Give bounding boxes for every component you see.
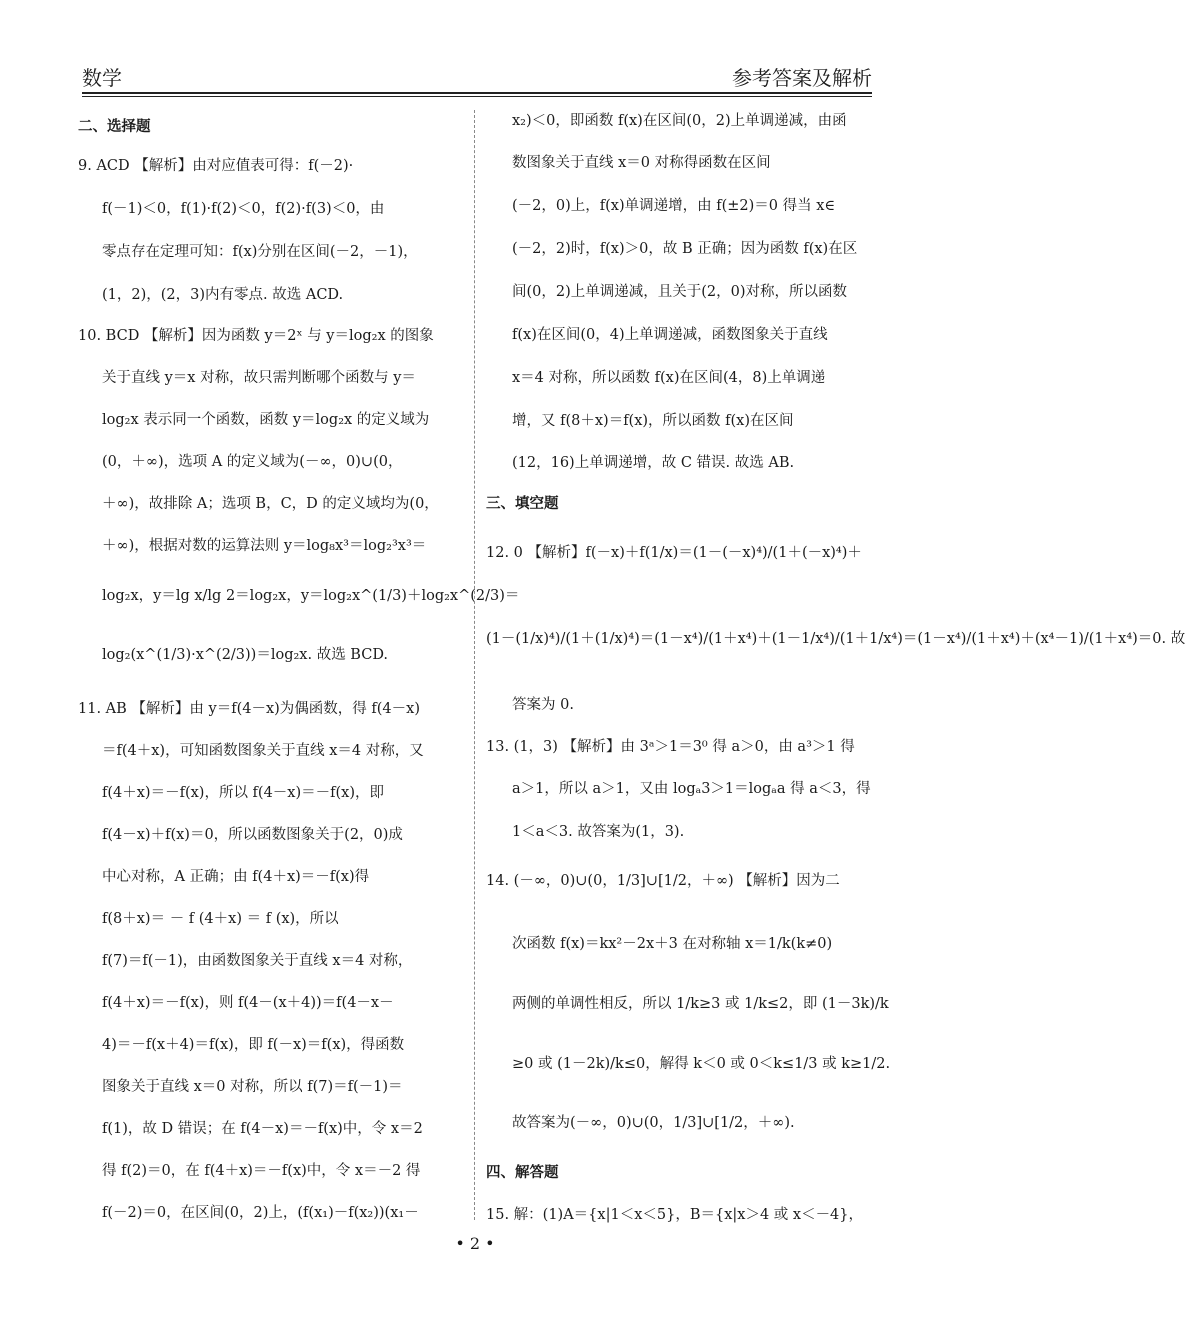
right-text-line: (－2，2)时，f(x)＞0，故 B 正确；因为函数 f(x)在区 [512,241,858,257]
left-text-line: ＝f(4＋x)，可知函数图象关于直线 x＝4 对称，又 [102,743,424,759]
header-title: 参考答案及解析 [732,66,872,90]
left-text-line: 图象关于直线 x＝0 对称，所以 f(7)＝f(－1)＝ [102,1079,403,1095]
right-text-line: 间(0，2)上单调递减，且关于(2，0)对称，所以函数 [512,284,848,300]
left-text-line: log₂x，y＝lg x/lg 2＝log₂x，y＝log₂x^(1/3)＋log₂x^(2/3)＝ [102,588,520,604]
right-text-line: 次函数 f(x)＝kx²－2x＋3 在对称轴 x＝1/k(k≠0) [512,936,833,952]
right-text-line: (－2，0)上，f(x)单调递增，由 f(±2)＝0 得当 x∈ [512,198,836,214]
column-divider [474,110,475,1220]
left-text-line: f(4＋x)＝－f(x)，所以 f(4－x)＝－f(x)，即 [102,785,384,801]
page-header [82,60,872,90]
header-rule-thick [82,92,872,94]
right-text-line: 数图象关于直线 x＝0 对称得函数在区间 [512,155,771,171]
right-text-line: 故答案为(－∞，0)∪(0，1/3]∪[1/2，＋∞). [512,1115,795,1131]
left-text-line: f(8＋x)＝ － f (4＋x) ＝ f (x)，所以 [102,911,339,927]
right-text-line: 增，又 f(8＋x)＝f(x)，所以函数 f(x)在区间 [512,413,794,429]
left-text-line: log₂(x^(1/3)·x^(2/3))＝log₂x. 故选 BCD. [102,647,389,663]
right-text-line: 四、解答题 [486,1164,559,1181]
left-text-line: f(4－x)＋f(x)＝0，所以函数图象关于(2，0)成 [102,827,403,843]
right-text-line: 三、填空题 [486,495,559,512]
right-text-line: x₂)＜0，即函数 f(x)在区间(0，2)上单调递减，由函 [512,113,847,129]
header-rule-thin [82,96,872,97]
left-text-line: 零点存在定理可知：f(x)分别在区间(－2，－1)， [102,244,418,260]
right-text-line: (1－(1/x)⁴)/(1＋(1/x)⁴)＝(1－x⁴)/(1＋x⁴)＋(1－1/x⁴)/(1＋1/x⁴)＝(1－x⁴)/(1＋x⁴)＋(x⁴－1)/(1＋x⁴)＝0. 故 [486,631,1185,647]
right-text-line: 两侧的单调性相反，所以 1/k≥3 或 1/k≤2，即 (1－3k)/k [512,996,889,1012]
left-text-line: 得 f(2)＝0，在 f(4＋x)＝－f(x)中，令 x＝－2 得 [102,1163,421,1179]
right-text-line: ≥0 或 (1－2k)/k≤0，解得 k＜0 或 0＜k≤1/3 或 k≥1/2. [512,1056,891,1072]
right-text-line: 1＜a＜3. 故答案为(1，3). [512,824,685,840]
page-number: • 2 • [455,1234,495,1253]
right-text-line: x＝4 对称，所以函数 f(x)在区间(4，8)上单调递 [512,370,826,386]
left-text-line: (0，＋∞)，选项 A 的定义域为(－∞，0)∪(0， [102,454,403,470]
right-text-line: 答案为 0. [512,697,574,713]
left-text-line: 10. BCD 【解析】因为函数 y＝2ˣ 与 y＝log₂x 的图象 [78,328,434,344]
left-text-line: ＋∞)，故排除 A；选项 B，C，D 的定义域均为(0， [102,496,439,512]
left-text-line: f(1)，故 D 错误；在 f(4－x)＝－f(x)中，令 x＝2 [102,1121,423,1137]
left-text-line: ＋∞)，根据对数的运算法则 y＝log₈x³＝log₂³x³＝ [102,538,427,554]
left-text-line: log₂x 表示同一个函数，函数 y＝log₂x 的定义域为 [102,412,430,428]
right-text-line: 15. 解：(1)A＝{x|1＜x＜5}，B＝{x|x＞4 或 x＜－4}， [486,1207,864,1223]
left-text-line: f(7)＝f(－1)，由函数图象关于直线 x＝4 对称， [102,953,413,969]
left-text-line: f(－2)＝0，在区间(0，2)上，(f(x₁)－f(x₂))(x₁－ [102,1205,419,1221]
left-text-line: 二、选择题 [78,118,151,135]
right-text-line: a＞1，所以 a＞1，又由 logₐ3＞1＝logₐa 得 a＜3，得 [512,781,871,797]
left-text-line: (1，2)，(2，3)内有零点. 故选 ACD. [102,287,344,303]
left-text-line: 11. AB 【解析】由 y＝f(4－x)为偶函数，得 f(4－x) [78,701,420,717]
left-text-line: 4)＝－f(x＋4)＝f(x)，即 f(－x)＝f(x)，得函数 [102,1037,405,1053]
right-text-line: 12. 0 【解析】f(－x)＋f(1/x)＝(1－(－x)⁴)/(1＋(－x)⁴)＋ [486,545,862,561]
left-text-line: 9. ACD 【解析】由对应值表可得：f(－2)· [78,158,354,174]
right-text-line: f(x)在区间(0，4)上单调递减，函数图象关于直线 [512,327,828,343]
header-subject: 数学 [82,66,122,90]
left-text-line: 关于直线 y＝x 对称，故只需判断哪个函数与 y＝ [102,370,416,386]
left-text-line: 中心对称，A 正确；由 f(4＋x)＝－f(x)得 [102,869,370,885]
right-text-line: (12，16)上单调递增，故 C 错误. 故选 AB. [512,455,795,471]
right-text-line: 14. (－∞，0)∪(0，1/3]∪[1/2，＋∞) 【解析】因为二 [486,873,840,889]
left-text-line: f(－1)＜0，f(1)·f(2)＜0，f(2)·f(3)＜0，由 [102,201,385,217]
left-text-line: f(4＋x)＝－f(x)，则 f(4－(x＋4))＝f(4－x－ [102,995,394,1011]
right-text-line: 13. (1，3) 【解析】由 3ᵃ＞1＝3⁰ 得 a＞0，由 a³＞1 得 [486,739,855,755]
